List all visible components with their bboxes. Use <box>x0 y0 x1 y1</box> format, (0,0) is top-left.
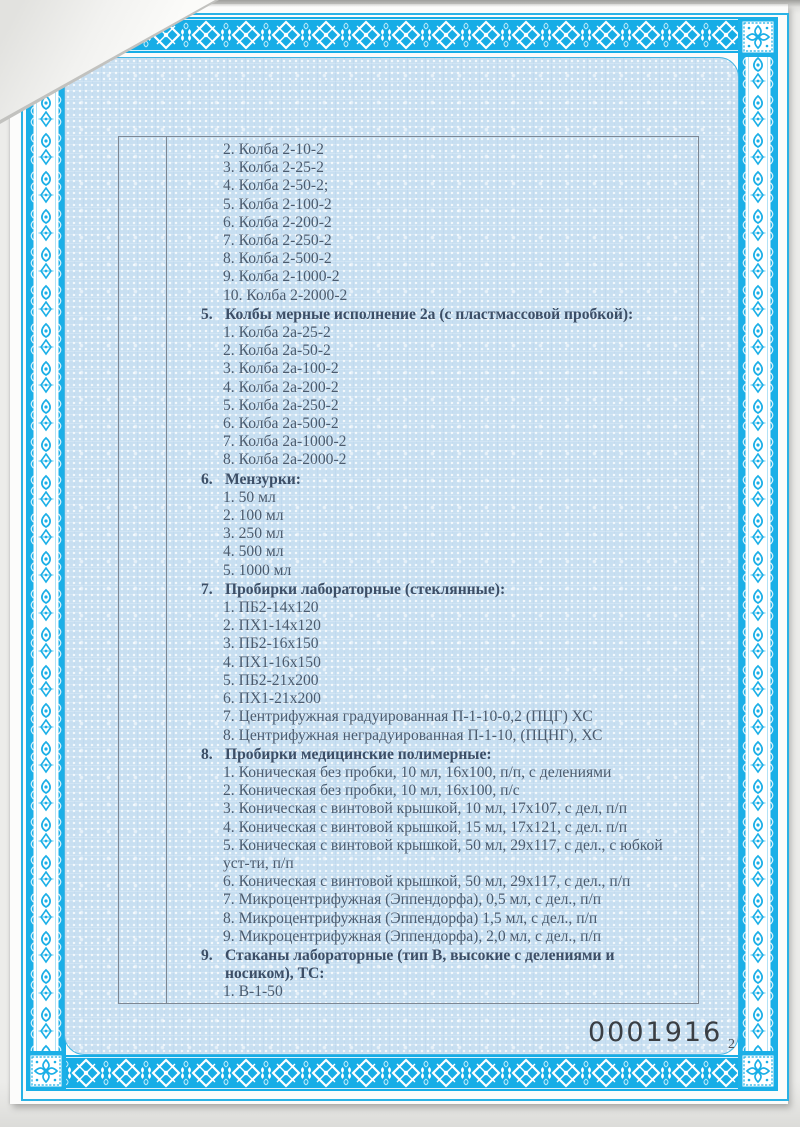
content-table <box>118 136 699 1004</box>
section-title: Мензурки: <box>225 470 301 488</box>
list-item: 2. ПХ1-14х120 <box>223 617 321 635</box>
page-number: 2 <box>728 1037 735 1052</box>
list-item: 3. Коническая с винтовой крышкой, 10 мл, 17х107, с дел, п/п <box>223 800 628 818</box>
section-heading <box>167 947 693 983</box>
document-body <box>167 141 693 1002</box>
section-heading <box>167 581 693 599</box>
section-number: 6. <box>201 470 213 488</box>
serial-number: 0001916 <box>588 1017 723 1048</box>
list-item: 5. 1000 мл <box>223 561 292 579</box>
list-item: 4. ПХ1-16х150 <box>223 653 321 671</box>
list-item: 2. Колба 2-10-2 <box>223 141 324 158</box>
list-item: 2. 100 мл <box>223 507 284 525</box>
border-corner-ornament <box>26 1051 66 1091</box>
list-item: 10. Колба 2-2000-2 <box>223 286 348 304</box>
list-item: 1. ПБ2-14х120 <box>223 599 319 617</box>
list-item: 8. Микроцентрифужная (Эппендорфа) 1,5 мл, с дел., п/п <box>223 909 598 927</box>
list-item: 9. Микроцентрифужная (Эппендорфа), 2,0 мл, с дел., п/п <box>223 927 602 945</box>
list-item: 5. Коническая с винтовой крышкой, 50 мл, 29х117, с дел., с юбкой уст-ти, п/п <box>223 836 663 872</box>
list-item: 6. Колба 2-200-2 <box>223 213 332 231</box>
list-item: 9. Колба 2-1000-2 <box>223 268 340 286</box>
section-heading <box>167 471 693 489</box>
list-item: 5. Колба 2-100-2 <box>223 195 332 213</box>
border-corner-ornament <box>738 1051 778 1091</box>
list-item: 1. Коническая без пробки, 10 мл, 16х100, п/п, с делениями <box>223 763 612 781</box>
list-item: 1. В-1-50 <box>223 983 283 1001</box>
section-title: Стаканы лабораторные (тип В, высокие с делениями и носиком), ТС: <box>225 946 615 983</box>
section-title: Пробирки лабораторные (стеклянные): <box>225 580 506 598</box>
list-item: 7. Центрифужная градуированная П-1-10-0,2 (ПЦГ) ХС <box>223 708 593 726</box>
list-item: 8. Колба 2-500-2 <box>223 250 332 268</box>
list-item: 1. 50 мл <box>223 488 276 506</box>
list-item: 6. ПХ1-21х200 <box>223 690 321 708</box>
list-item: 8. Центрифужная неградуированная П-1-10, (ПЦНГ), ХС <box>223 726 603 744</box>
list-item: 7. Колба 2а-1000-2 <box>223 433 347 451</box>
list-item: 2. Колба 2а-50-2 <box>223 342 331 360</box>
list-item: 3. Колба 2а-100-2 <box>223 360 339 378</box>
list-item: 7. Микроцентрифужная (Эппендорфа), 0,5 мл, с дел., п/п <box>223 891 602 909</box>
list-item: 8. Колба 2а-2000-2 <box>223 451 347 469</box>
section-number: 5. <box>201 305 213 323</box>
list-item: 1. Колба 2а-25-2 <box>223 324 331 342</box>
section-number: 9. <box>201 946 213 964</box>
list-item: 3. Колба 2-25-2 <box>223 159 324 177</box>
border-band-bottom <box>26 1055 778 1091</box>
list-item: 3. 250 мл <box>223 525 284 543</box>
section-title: Колбы мерные исполнение 2а (с пластмассовой пробкой): <box>225 305 634 323</box>
list-item: 4. Колба 2-50-2; <box>223 177 329 195</box>
list-item: 6. Коническая с винтовой крышкой, 50 мл, 29х117, с дел., п/п <box>223 873 631 891</box>
list-item: 5. ПБ2-21х200 <box>223 671 319 689</box>
list-item: 4. Колба 2а-200-2 <box>223 378 339 396</box>
section-heading <box>167 306 693 324</box>
border-band-right <box>738 17 778 1091</box>
list-item: 4. 500 мл <box>223 543 284 561</box>
list-item: 6. Колба 2а-500-2 <box>223 415 339 433</box>
border-band-left <box>26 17 66 1091</box>
list-item: 5. Колба 2а-250-2 <box>223 396 339 414</box>
section-number: 7. <box>201 580 213 598</box>
list-item: 2. Коническая без пробки, 10 мл, 16х100, п/с <box>223 782 520 800</box>
list-item: 7. Колба 2-250-2 <box>223 232 332 250</box>
border-corner-ornament <box>738 17 778 57</box>
table-empty-number-column <box>119 137 167 1003</box>
section-number: 8. <box>201 745 213 763</box>
list-item: 4. Коническая с винтовой крышкой, 15 мл, 17х121, с дел. п/п <box>223 818 628 836</box>
section-title: Пробирки медицинские полимерные: <box>225 745 492 763</box>
certificate-page <box>10 4 788 1104</box>
list-item: 3. ПБ2-16х150 <box>223 635 319 653</box>
section-heading <box>167 746 693 764</box>
